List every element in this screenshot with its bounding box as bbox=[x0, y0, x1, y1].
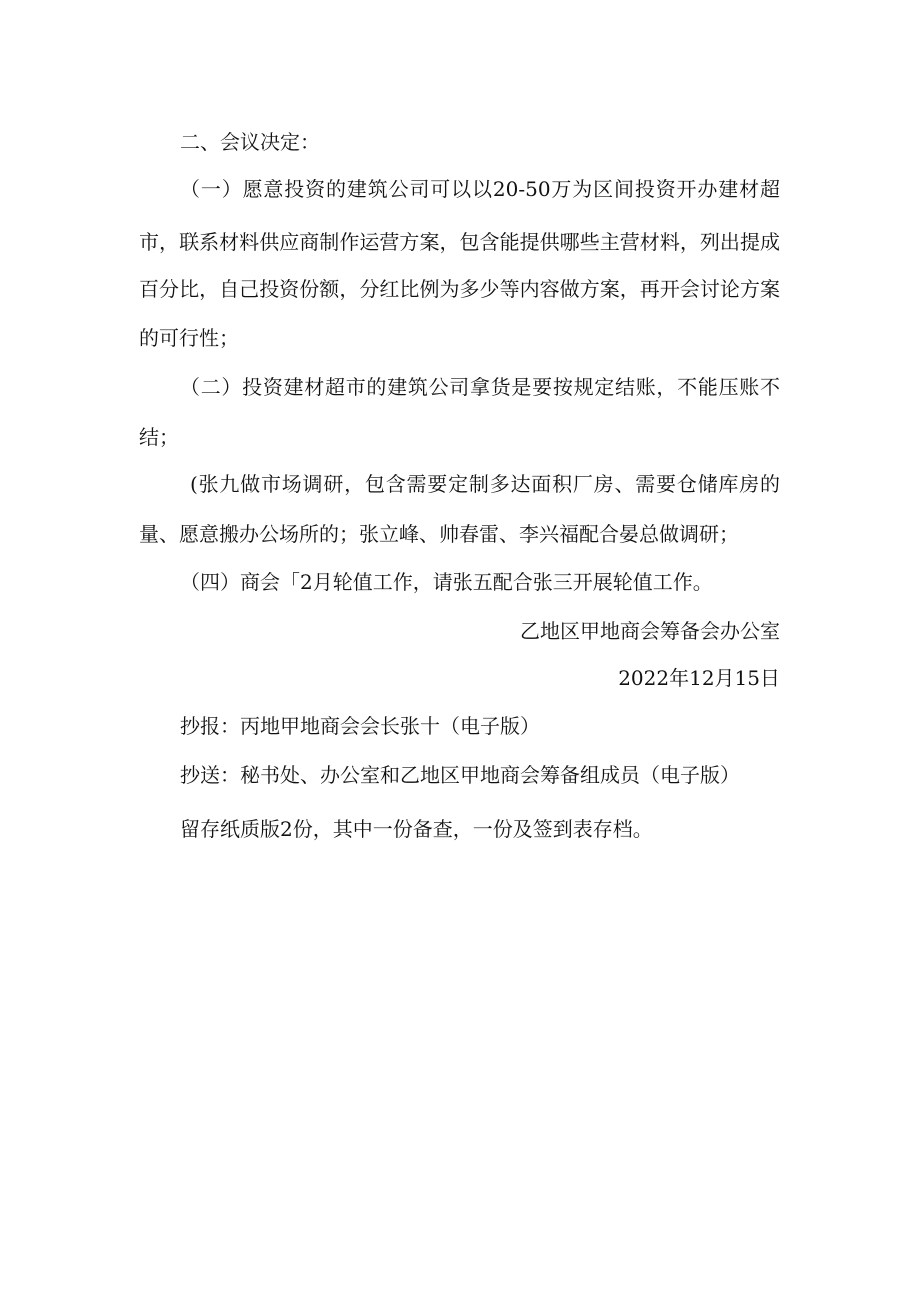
item3-line2: 量、愿意搬办公场所的；张立峰、帅春雷、李兴福配合晏总做调研； bbox=[139, 522, 739, 546]
report-to-line: 抄报：丙地甲地商会会长张十（电子版） bbox=[180, 714, 540, 738]
item2-line1: （二）投资建材超市的建筑公司拿货是要按规定结账，不能压账不 bbox=[180, 375, 780, 399]
item3-line1: (张九做市场调研，包含需要定制多达面积厂房、需要仓储库房的 bbox=[190, 472, 780, 496]
signature-date: 2022年12月15日 bbox=[618, 666, 780, 690]
section-heading: 二、会议决定： bbox=[180, 130, 320, 154]
item1-line3: 百分比，自己投资份额，分红比例为多少等内容做方案，再开会讨论方案 bbox=[139, 277, 780, 301]
archive-line: 留存纸质版2份，其中一份备查，一份及签到表存档。 bbox=[180, 817, 653, 841]
signature-org: 乙地区甲地商会筹备会办公室 bbox=[520, 619, 780, 643]
item2-line2: 结； bbox=[139, 425, 179, 449]
copy-to-line: 抄送：秘书处、办公室和乙地区甲地商会筹备组成员（电子版） bbox=[180, 763, 740, 787]
item4-line1: （四）商会「2月轮值工作，请张五配合张三开展轮值工作。 bbox=[180, 570, 713, 594]
item1-line4: 的可行性； bbox=[139, 326, 239, 350]
item1-line2: 市，联系材料供应商制作运营方案，包含能提供哪些主营材料，列出提成 bbox=[139, 230, 780, 254]
item1-line1: （一）愿意投资的建筑公司可以以20-50万为区间投资开办建材超 bbox=[180, 177, 780, 201]
